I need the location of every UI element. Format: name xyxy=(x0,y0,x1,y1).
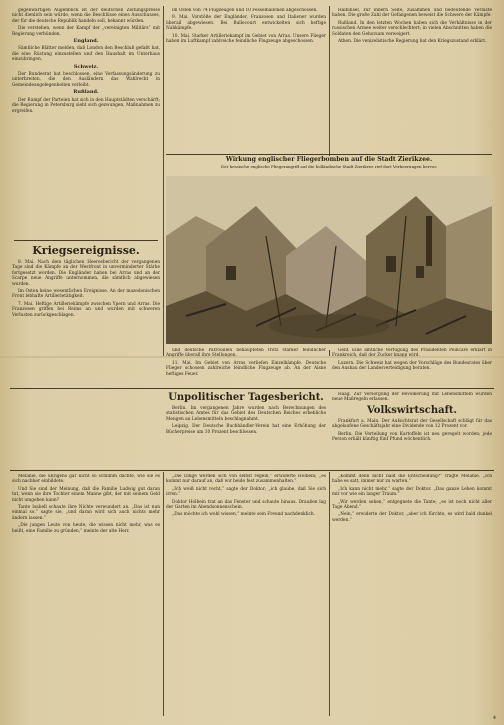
page-fold xyxy=(0,356,504,358)
article-paragraph: Sämtliche Blätter melden, daß London den Beschluß gefaßt hat, die eine Rüstung einzustellen und den Haushalt im Unterhaus einzubringen. xyxy=(12,46,160,63)
right-column-top xyxy=(332,8,492,154)
article-paragraph: 10. Mai. Starker Artilleriekampf im Gebiet von Arras. Unsere Flieger haben im Luftkampf zahlreiche feindliche Flugzeuge abgeschossen. xyxy=(166,33,326,45)
story-paragraph: „Wir werden sehen,“ entgegnete die Tante; „es ist noch nicht aller Tage Abend.“ xyxy=(332,499,492,511)
article-paragraph: 7. Mai. Heftige Artilleriekämpfe zwischen Ypern und Arras. Die Franzosen griffen bei Reims an und wurden mit schweren Verlusten zurückgeschlagen. xyxy=(12,301,160,318)
article-paragraph: Frankfurt a. Main. Der Aufsichtsrat der Gesellschaft schlägt für das abgelaufene Geschäftsjahr eine Dividende von 12 Prozent vor. xyxy=(332,418,492,430)
story-paragraph: „Das möchte ich wohl wissen,“ meinte sein Freund nachdenklich. xyxy=(172,512,315,518)
column-divider xyxy=(329,6,330,156)
article-paragraph: Leipzig. Der Deutsche Buchhändler-Verein hat eine Erhöhung der Bücherpreise um 10 Prozent beschlossen. xyxy=(166,424,326,435)
column-divider xyxy=(163,472,164,716)
economy-section xyxy=(332,392,492,468)
article-paragraph: 8. Mai. Nach dem täglichen Heeresbericht der vergangenen Tage sind die Kämpfe an der Westfront in unverminderter Stärke fortgesetzt worden. Die Engländer haben bei Arras und an der Scarpe neue Angriffe unternommen, die sämtlich abgewiesen wurden. xyxy=(12,260,160,287)
article-paragraph: Rußland. In den letzten Wochen haben sich die Verhältnisse in der russischen Armee weiter verschlechtert; in vielen Abschnitten haben die Soldaten den Gehorsam verweigert. xyxy=(332,20,492,37)
story-paragraph: Melanie, die übrigens gar nicht so schlimm dachte, wie sie es sich nachher einbildete. xyxy=(12,474,160,485)
story-paragraph: „Die Dinge werden sich von selbst regeln,“ erwiderte Holbein; „es kommt nur darauf an, daß wir beide fest zusammenhalten.“ xyxy=(166,474,326,485)
article-paragraph: Genf. Eine amtliche Verfügung des Präsidenten Poincaré erklärt in xyxy=(338,348,492,353)
article-paragraph: 11. Mai. Im Gebiet von Arras verliefen Einzelkämpfe. Deutsche Flieger schossen zahlreiche feindliche Flugzeuge ab. An der Aisne heftiges Feuer. xyxy=(166,360,326,377)
story-paragraph: „Die jungen Leute von heute, die wissen nicht mehr, was es heißt, eine Familie zu gründen,“ meinte der alte Herr. xyxy=(12,523,160,534)
bomb-damage-photo xyxy=(166,176,492,344)
left-column-top xyxy=(12,8,160,238)
middle-column-top xyxy=(166,8,326,154)
article-paragraph: 9. Mai. Vorstöße der Engländer, Franzosen und Italiener wurden überall abgewiesen. Bei Bullecourt entwickelten sich heftige Nahkämpfe. xyxy=(166,15,326,32)
section-divider xyxy=(10,388,494,389)
story-column-right xyxy=(332,474,492,714)
politics-heading: Unpolitischer Tagesbericht. xyxy=(168,392,324,403)
article-paragraph: Der Rampf der Parteien hat sich in den Hauptstädten verschärft; die Regierung in Petersburg sieht sich gezwungen, Maßnahmen zu ergreifen. xyxy=(12,97,160,114)
article-paragraph: im Osten von 74 Flugzeugen und 10 Fesselballonen abgeschossen. xyxy=(172,8,318,13)
story-paragraph: Und Sie sind der Meinung, daß die Familie Ludwig gut daran tut, wenn sie ihre Tochter einem Manne gibt, der mit seinem Geld nicht umgehen kann? xyxy=(12,486,160,503)
column-divider xyxy=(163,6,164,356)
article-paragraph: Haag. Zur Versorgung der Bevölkerung mit Lebensmitteln wurden neue Maßregeln erlassen. xyxy=(332,392,492,403)
article-paragraph: Athen. Die venizelistische Regierung hat den Kriegszustand erklärt. xyxy=(338,39,487,45)
right-column-lower xyxy=(332,348,492,388)
article-paragraph: Berlin. Im vergangenen Jahre wurden nach Berechnungen des statistischen Amtes für das Gebiet des Deutschen Reiches erhebliche Mengen an Lebensmitteln beschlagnahmt. xyxy=(166,406,326,422)
article-paragraph: und deutsche Patrouillen behaupteten trotz starker feindlicher xyxy=(172,348,326,353)
article-paragraph: Halbinsel, zur innern Seite, zusammen und bedeutende Verluste haben. Die große Zahl der Gefangenen beweist die Schwere der Kämpfe. xyxy=(332,8,492,19)
story-paragraph: „Ich weiß nicht recht,“ sagte der Doktor; „ich glaube, daß Sie sich irren.“ xyxy=(166,486,326,498)
story-paragraph: Doktor Holbein trat an das Fenster und schaute hinaus. Draußen lag der Garten im Abendsonnenschein. xyxy=(166,499,326,511)
photo-caption: Der hessische englische Fliegerangriff auf die holländische Stadt Zierikzee rief dort Verheerungen hervor. xyxy=(220,164,438,169)
section-divider xyxy=(10,470,494,471)
divider xyxy=(166,154,492,155)
war-events-section xyxy=(12,244,160,356)
column-divider xyxy=(329,472,330,716)
section-heading-england: England. xyxy=(73,38,99,45)
section-heading-russland: Rußland. xyxy=(73,89,99,96)
divider xyxy=(14,240,158,241)
politics-section xyxy=(166,392,326,468)
photo-title: Wirkung englischer Fliegerbomben auf die Stadt Zierikzee. xyxy=(225,156,433,163)
article-paragraph: Luzern. Die Schweiz hat wegen der Vorschläge des Bundesrates über den Ausbau der Landesverteidigung beraten. xyxy=(332,360,492,372)
article-paragraph: Die verstehen, wenn der Kampf der „vereinigten Militärs“ mit Regierung verbünden. xyxy=(12,26,160,37)
article-paragraph: Der Bundesrat hat beschlossen, eine Verfassungsänderung zu unterbreiten, die den Ausländern das Wahlrecht in Gemeindeangelegenheiten verleiht. xyxy=(12,72,160,88)
story-paragraph: „Kommt denn nicht bald die Entscheidung?“ fragte Melanie. „Ich habe es satt, immer nur zu warten.“ xyxy=(332,474,492,485)
story-column-middle xyxy=(166,474,326,714)
article-paragraph: Im Osten keine wesentlichen Ereignisse. An der mazedonischen Front lebhafte Artillerietätigkeit. xyxy=(12,289,160,300)
economy-heading: Volkswirtschaft. xyxy=(366,404,458,416)
story-paragraph: „Ich kann nicht mehr,“ sagte der Doktor. „Das ganze Leben kommt mir vor wie ein langer Traum.“ xyxy=(332,486,492,498)
article-paragraph: Berlin. Die Verteilung von Kartoffeln ist neu geregelt worden; jede Person erhält künftig fünf Pfund wöchentlich. xyxy=(332,431,492,443)
article-paragraph: gegenwärtigen Augenblick ist der deutschen Zeitungspresse nicht dienlich sein würde, wenn die Beschlüsse eines Ausschusses, der für die deutsche Republik handeln soll, bekannt würden. xyxy=(12,8,160,24)
war-events-heading: Kriegsereignisse. xyxy=(32,244,140,257)
section-heading-schweiz: Schweiz. xyxy=(73,63,99,70)
story-paragraph: „Nein,“ erwiderte der Doktor, „aber ich fürchte, es wird bald dunkel werden.“ xyxy=(332,512,492,523)
story-paragraph: Tante Isabell schaute ihre Nichte verwundert an. „Das ist nun einmal so,“ sagte sie, „und daran wird sich auch nichts mehr ändern lassen.“ xyxy=(12,505,160,521)
page-number: 4 xyxy=(492,715,496,721)
story-column-left xyxy=(12,474,160,714)
middle-column-lower xyxy=(166,348,326,388)
